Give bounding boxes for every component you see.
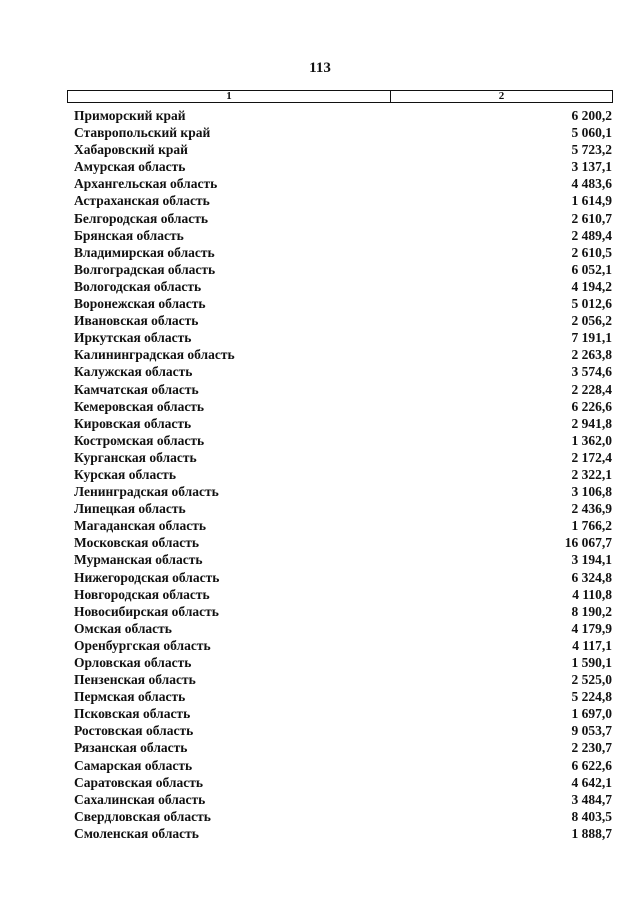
region-name: Пензенская область — [74, 672, 196, 688]
region-value: 4 642,1 — [571, 774, 612, 790]
table-row — [74, 688, 612, 705]
region-name: Брянская область — [74, 227, 184, 243]
region-name: Амурская область — [74, 159, 186, 175]
region-value: 7 191,1 — [571, 330, 612, 346]
region-value: 5 723,2 — [571, 142, 612, 158]
region-name: Волгоградская область — [74, 261, 216, 277]
table-body — [74, 107, 612, 842]
region-name: Саратовская область — [74, 774, 203, 790]
region-value: 2 941,8 — [571, 415, 612, 431]
region-value: 1 590,1 — [571, 655, 612, 670]
region-name: Пермская область — [74, 689, 186, 705]
region-name: Новгородская область — [74, 586, 210, 602]
region-value: 6 200,2 — [571, 108, 612, 123]
region-name: Вологодская область — [74, 278, 202, 294]
region-value: 5 012,6 — [571, 296, 612, 312]
region-value: 6 052,1 — [571, 261, 612, 277]
region-name: Рязанская область — [74, 740, 188, 756]
table-row — [74, 517, 612, 534]
table-row — [74, 107, 612, 124]
table-row — [74, 312, 612, 329]
region-value: 3 194,1 — [571, 552, 612, 568]
region-value: 2 228,4 — [571, 381, 612, 397]
region-name: Приморский край — [74, 108, 186, 123]
region-value: 2 525,0 — [571, 672, 612, 688]
column-header-1: 1 — [68, 91, 391, 102]
region-value: 2 610,5 — [571, 244, 612, 260]
table-row — [74, 620, 612, 637]
region-value: 2 172,4 — [571, 449, 612, 465]
region-value: 1 888,7 — [571, 825, 612, 841]
table-row — [74, 637, 612, 654]
region-value: 3 137,1 — [571, 159, 612, 175]
region-name: Белгородская область — [74, 210, 208, 226]
region-value: 5 060,1 — [571, 125, 612, 141]
table-row — [74, 432, 612, 449]
table-row — [74, 141, 612, 158]
region-value: 1 697,0 — [571, 706, 612, 722]
table-row — [74, 329, 612, 346]
table-row — [74, 210, 612, 227]
region-name: Иркутская область — [74, 330, 192, 346]
region-name: Кировская область — [74, 415, 192, 431]
region-value: 4 179,9 — [571, 620, 612, 636]
region-name: Камчатская область — [74, 381, 199, 397]
table-row — [74, 603, 612, 620]
region-name: Оренбургская область — [74, 637, 211, 653]
region-value: 4 483,6 — [571, 176, 612, 192]
region-name: Астраханская область — [74, 193, 210, 209]
table-row — [74, 175, 612, 192]
table-row — [74, 124, 612, 141]
table-row — [74, 227, 612, 244]
region-value: 2 263,8 — [571, 347, 612, 363]
region-name: Омская область — [74, 620, 172, 636]
region-name: Кемеровская область — [74, 398, 205, 414]
region-name: Самарская область — [74, 757, 193, 773]
region-name: Курганская область — [74, 449, 197, 465]
page-number: 113 — [309, 60, 331, 76]
table-row — [74, 466, 612, 483]
table-row — [74, 654, 612, 671]
table-row — [74, 774, 612, 791]
region-value: 3 484,7 — [571, 791, 612, 807]
region-value: 4 110,8 — [572, 586, 612, 602]
region-name: Псковская область — [74, 706, 191, 722]
table-row — [74, 586, 612, 603]
region-value: 9 053,7 — [571, 723, 612, 739]
region-value: 6 226,6 — [571, 398, 612, 414]
region-name: Костромская область — [74, 432, 205, 448]
table-row — [74, 244, 612, 261]
region-name: Калининградская область — [74, 347, 235, 363]
region-name: Ростовская область — [74, 723, 194, 739]
region-name: Владимирская область — [74, 244, 215, 260]
region-value: 2 436,9 — [571, 501, 612, 517]
column-header-2: 2 — [498, 90, 505, 102]
table-header — [67, 90, 613, 103]
table-row — [74, 398, 612, 415]
region-name: Хабаровский край — [74, 142, 188, 158]
table-row — [74, 483, 612, 500]
table-row — [74, 808, 612, 825]
table-row — [74, 739, 612, 756]
region-value: 4 194,2 — [571, 278, 612, 294]
table-row — [74, 551, 612, 568]
region-value: 6 324,8 — [571, 569, 612, 585]
region-name: Ленинградская область — [74, 484, 219, 500]
table-row — [74, 295, 612, 312]
region-name: Новосибирская область — [74, 603, 219, 619]
table-row — [74, 415, 612, 432]
region-value: 1 362,0 — [571, 432, 612, 448]
region-name: Калужская область — [74, 364, 193, 380]
region-value: 8 190,2 — [571, 603, 612, 619]
region-name: Московская область — [74, 535, 200, 551]
region-value: 1 766,2 — [571, 518, 612, 534]
table-row — [74, 705, 612, 722]
table-row — [74, 534, 612, 551]
region-name: Мурманская область — [74, 552, 203, 568]
region-name: Смоленская область — [74, 825, 199, 841]
region-name: Липецкая область — [74, 501, 186, 517]
region-name: Воронежская область — [74, 296, 206, 312]
table-row — [74, 449, 612, 466]
region-value: 2 489,4 — [571, 227, 612, 243]
table-row — [74, 363, 612, 380]
region-name: Нижегородская область — [74, 569, 220, 585]
region-name: Свердловская область — [74, 808, 211, 824]
region-name: Курская область — [74, 466, 176, 482]
table-row — [74, 791, 612, 808]
region-name: Сахалинская область — [74, 791, 206, 807]
table-row — [74, 158, 612, 175]
region-name: Ивановская область — [74, 313, 199, 329]
table-row — [74, 757, 612, 774]
region-value: 2 610,7 — [571, 210, 612, 226]
region-value: 3 574,6 — [571, 364, 612, 380]
region-value: 2 322,1 — [571, 466, 612, 482]
region-value: 2 056,2 — [571, 313, 612, 329]
table-row — [74, 192, 612, 209]
region-name: Магаданская область — [74, 518, 206, 534]
region-value: 1 614,9 — [571, 193, 612, 209]
region-value: 5 224,8 — [571, 689, 612, 705]
region-value: 3 106,8 — [571, 484, 612, 500]
table-row — [74, 261, 612, 278]
region-name: Архангельская область — [74, 176, 218, 192]
region-value: 16 067,7 — [564, 535, 612, 551]
region-name: Ставропольский край — [74, 125, 211, 141]
region-name: Орловская область — [74, 655, 192, 670]
table-row — [74, 722, 612, 739]
table-row — [74, 381, 612, 398]
region-value: 2 230,7 — [571, 740, 612, 756]
table-row — [74, 500, 612, 517]
table-row — [74, 346, 612, 363]
region-value: 6 622,6 — [571, 757, 612, 773]
region-value: 4 117,1 — [572, 637, 612, 653]
table-row — [74, 825, 612, 842]
table-row — [74, 569, 612, 586]
table-row — [74, 278, 612, 295]
table-row — [74, 671, 612, 688]
region-value: 8 403,5 — [571, 808, 612, 824]
